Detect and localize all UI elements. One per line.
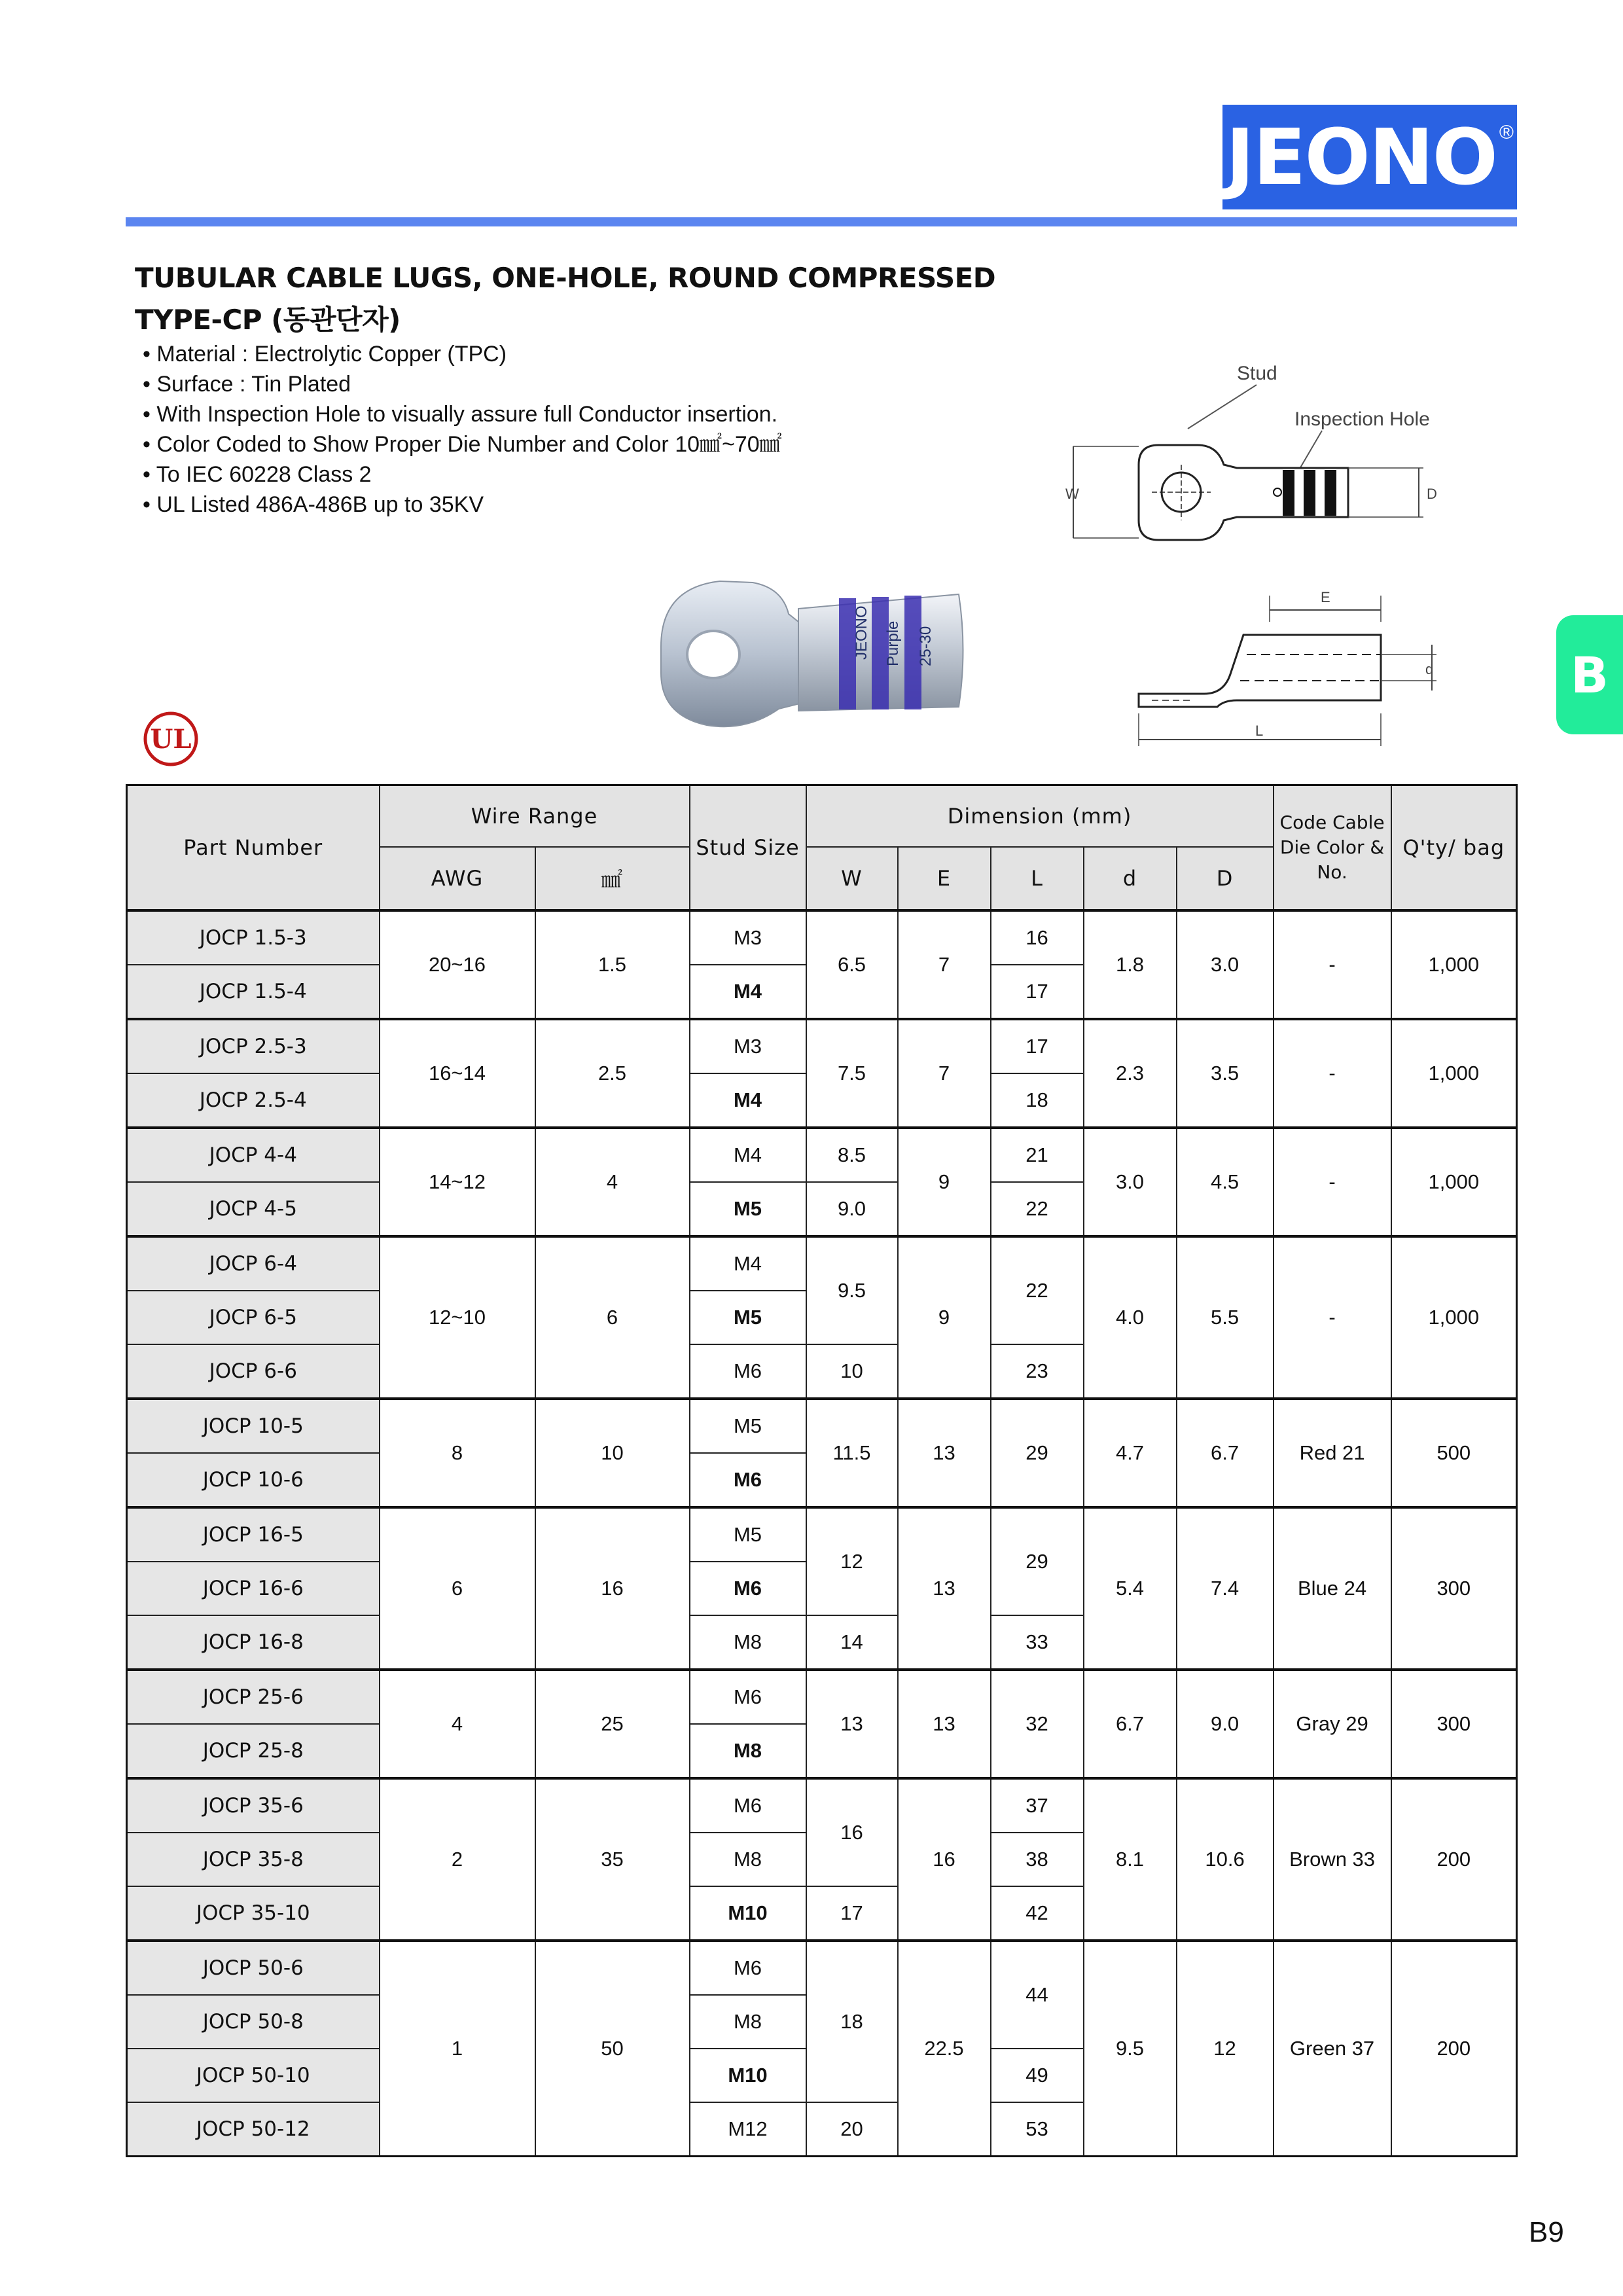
stud-cell: M8: [690, 1615, 806, 1670]
d-outer-cell: 7.4: [1177, 1507, 1274, 1670]
mm2-cell: 35: [535, 1778, 690, 1941]
l-cell: 38: [991, 1833, 1084, 1886]
l-cell: 29: [991, 1507, 1084, 1615]
awg-cell: 8: [380, 1399, 535, 1507]
awg-cell: 2: [380, 1778, 535, 1941]
w-cell: 10: [806, 1344, 898, 1399]
stud-cell: M5: [690, 1291, 806, 1344]
l-cell: 17: [991, 965, 1084, 1019]
stud-cell: M3: [690, 1019, 806, 1073]
part-number-cell: JOCP 6-4: [127, 1236, 380, 1291]
mm2-cell: 25: [535, 1670, 690, 1778]
stud-cell: M8: [690, 1724, 806, 1778]
part-number-cell: JOCP 1.5-4: [127, 965, 380, 1019]
d-inner-cell: 4.7: [1084, 1399, 1177, 1507]
qty-cell: 200: [1391, 1941, 1517, 2157]
inspection-hole-label: Inspection Hole: [1294, 408, 1430, 430]
awg-cell: 20~16: [380, 910, 535, 1019]
e-cell: 13: [898, 1507, 991, 1670]
l-cell: 42: [991, 1886, 1084, 1941]
w-cell: 17: [806, 1886, 898, 1941]
awg-cell: 4: [380, 1670, 535, 1778]
registered-mark: ®: [1499, 122, 1514, 143]
col-mm2: ㎟: [535, 847, 690, 910]
col-d-inner: d: [1084, 847, 1177, 910]
qty-cell: 200: [1391, 1778, 1517, 1941]
part-number-cell: JOCP 10-5: [127, 1399, 380, 1453]
mm2-cell: 2.5: [535, 1019, 690, 1128]
lug-side-view-diagram: [1126, 583, 1466, 753]
part-number-cell: JOCP 16-6: [127, 1562, 380, 1615]
part-number-cell: JOCP 10-6: [127, 1453, 380, 1507]
l-cell: 21: [991, 1128, 1084, 1182]
awg-cell: 14~12: [380, 1128, 535, 1236]
d-outer-cell: 5.5: [1177, 1236, 1274, 1399]
col-dimension: Dimension (mm): [806, 785, 1274, 848]
lug-top-view-diagram: [1060, 353, 1466, 550]
photo-brand-text: JEONO: [853, 605, 870, 660]
code-cell: Blue 24: [1274, 1507, 1391, 1670]
feature-item: • Color Coded to Show Proper Die Number and Color 10㎟~70㎟: [143, 429, 782, 459]
stud-cell: M4: [690, 1128, 806, 1182]
mm2-cell: 16: [535, 1507, 690, 1670]
d-inner-cell: 4.0: [1084, 1236, 1177, 1399]
l-cell: 17: [991, 1019, 1084, 1073]
col-w: W: [806, 847, 898, 910]
feature-item: • Material : Electrolytic Copper (TPC): [143, 339, 782, 369]
l-cell: 29: [991, 1399, 1084, 1507]
mm2-cell: 10: [535, 1399, 690, 1507]
d-inner-cell: 3.0: [1084, 1128, 1177, 1236]
stud-cell: M4: [690, 965, 806, 1019]
feature-item: • UL Listed 486A-486B up to 35KV: [143, 490, 782, 520]
stud-cell: M10: [690, 1886, 806, 1941]
brand-logo: [1222, 105, 1517, 209]
e-cell: 7: [898, 1019, 991, 1128]
d-inner-cell: 6.7: [1084, 1670, 1177, 1778]
part-number-cell: JOCP 50-8: [127, 1995, 380, 2049]
stud-cell: M4: [690, 1236, 806, 1291]
part-number-cell: JOCP 4-4: [127, 1128, 380, 1182]
col-l: L: [991, 847, 1084, 910]
qty-cell: 300: [1391, 1670, 1517, 1778]
stud-cell: M4: [690, 1073, 806, 1128]
table-row: [127, 1399, 1517, 1453]
d-outer-cell: 10.6: [1177, 1778, 1274, 1941]
qty-cell: 1,000: [1391, 1236, 1517, 1399]
d-inner-label: d: [1425, 661, 1434, 677]
stud-cell: M3: [690, 910, 806, 965]
mm2-cell: 6: [535, 1236, 690, 1399]
w-cell: 18: [806, 1941, 898, 2102]
table-row: [127, 1019, 1517, 1073]
stud-cell: M6: [690, 1670, 806, 1724]
stud-cell: M8: [690, 1995, 806, 2049]
l-label: L: [1255, 723, 1264, 739]
d-inner-cell: 1.8: [1084, 910, 1177, 1019]
d-outer-cell: 12: [1177, 1941, 1274, 2157]
l-cell: 22: [991, 1182, 1084, 1236]
w-cell: 16: [806, 1778, 898, 1886]
l-cell: 49: [991, 2049, 1084, 2102]
part-number-cell: JOCP 35-10: [127, 1886, 380, 1941]
w-cell: 20: [806, 2102, 898, 2157]
w-cell: 14: [806, 1615, 898, 1670]
stud-cell: M6: [690, 1453, 806, 1507]
stud-cell: M6: [690, 1778, 806, 1833]
table-row: [127, 1507, 1517, 1562]
code-cell: Brown 33: [1274, 1778, 1391, 1941]
table-row: [127, 1236, 1517, 1291]
e-cell: 22.5: [898, 1941, 991, 2157]
w-cell: 6.5: [806, 910, 898, 1019]
e-cell: 13: [898, 1670, 991, 1778]
d-outer-cell: 3.5: [1177, 1019, 1274, 1128]
part-number-cell: JOCP 16-8: [127, 1615, 380, 1670]
d-outer-label: D: [1427, 486, 1437, 502]
qty-cell: 1,000: [1391, 1019, 1517, 1128]
stud-label: Stud: [1237, 363, 1277, 384]
table-row: [127, 1941, 1517, 1995]
page-number: B9: [1529, 2216, 1564, 2248]
part-number-cell: JOCP 50-10: [127, 2049, 380, 2102]
stud-cell: M5: [690, 1507, 806, 1562]
code-cell: -: [1274, 1236, 1391, 1399]
w-label: W: [1065, 486, 1079, 502]
col-part-number: Part Number: [127, 785, 380, 911]
part-number-cell: JOCP 35-8: [127, 1833, 380, 1886]
header-rule: [126, 217, 1517, 226]
code-cell: Red 21: [1274, 1399, 1391, 1507]
l-cell: 16: [991, 910, 1084, 965]
code-cell: -: [1274, 910, 1391, 1019]
w-cell: 12: [806, 1507, 898, 1615]
code-cell: -: [1274, 1019, 1391, 1128]
ul-mark-text: UL: [150, 724, 192, 755]
qty-cell: 500: [1391, 1399, 1517, 1507]
part-number-cell: JOCP 50-12: [127, 2102, 380, 2157]
mm2-cell: 4: [535, 1128, 690, 1236]
qty-cell: 300: [1391, 1507, 1517, 1670]
col-e: E: [898, 847, 991, 910]
feature-item: • With Inspection Hole to visually assure full Conductor insertion.: [143, 399, 782, 429]
part-number-cell: JOCP 1.5-3: [127, 910, 380, 965]
part-number-cell: JOCP 50-6: [127, 1941, 380, 1995]
qty-cell: 1,000: [1391, 1128, 1517, 1236]
section-tab: B: [1556, 615, 1623, 734]
stud-cell: M12: [690, 2102, 806, 2157]
stud-cell: M6: [690, 1344, 806, 1399]
w-cell: 9.5: [806, 1236, 898, 1344]
d-inner-cell: 9.5: [1084, 1941, 1177, 2157]
e-cell: 9: [898, 1236, 991, 1399]
stud-cell: M6: [690, 1941, 806, 1995]
page-title: TUBULAR CABLE LUGS, ONE-HOLE, ROUND COMPRESSED: [135, 262, 996, 294]
table-row: [127, 1778, 1517, 1833]
code-cell: Green 37: [1274, 1941, 1391, 2157]
part-number-cell: JOCP 2.5-4: [127, 1073, 380, 1128]
d-inner-cell: 5.4: [1084, 1507, 1177, 1670]
part-number-cell: JOCP 16-5: [127, 1507, 380, 1562]
table-row: [127, 910, 1517, 965]
stud-cell: M5: [690, 1182, 806, 1236]
qty-cell: 1,000: [1391, 910, 1517, 1019]
stud-cell: M6: [690, 1562, 806, 1615]
w-cell: 11.5: [806, 1399, 898, 1507]
col-awg: AWG: [380, 847, 535, 910]
e-cell: 16: [898, 1778, 991, 1941]
d-outer-cell: 4.5: [1177, 1128, 1274, 1236]
photo-size-text: 25-30: [917, 626, 935, 666]
stud-cell: M5: [690, 1399, 806, 1453]
stud-cell: M8: [690, 1833, 806, 1886]
part-number-cell: JOCP 25-6: [127, 1670, 380, 1724]
l-cell: 32: [991, 1670, 1084, 1778]
awg-cell: 16~14: [380, 1019, 535, 1128]
l-cell: 44: [991, 1941, 1084, 2049]
stud-cell: M10: [690, 2049, 806, 2102]
part-number-cell: JOCP 2.5-3: [127, 1019, 380, 1073]
code-cell: -: [1274, 1128, 1391, 1236]
e-cell: 7: [898, 910, 991, 1019]
l-cell: 23: [991, 1344, 1084, 1399]
product-photo: [648, 568, 988, 738]
w-cell: 8.5: [806, 1128, 898, 1182]
col-qty: Q'ty/ bag: [1391, 785, 1517, 911]
table-row: [127, 1670, 1517, 1724]
w-cell: 13: [806, 1670, 898, 1778]
part-number-cell: JOCP 25-8: [127, 1724, 380, 1778]
d-outer-cell: 3.0: [1177, 910, 1274, 1019]
d-inner-cell: 2.3: [1084, 1019, 1177, 1128]
l-cell: 33: [991, 1615, 1084, 1670]
l-cell: 22: [991, 1236, 1084, 1344]
table-row: [127, 1128, 1517, 1182]
l-cell: 18: [991, 1073, 1084, 1128]
awg-cell: 12~10: [380, 1236, 535, 1399]
ul-listed-icon: [143, 711, 199, 767]
d-inner-cell: 8.1: [1084, 1778, 1177, 1941]
part-number-cell: JOCP 35-6: [127, 1778, 380, 1833]
w-cell: 9.0: [806, 1182, 898, 1236]
feature-item: • Surface : Tin Plated: [143, 369, 782, 399]
e-cell: 13: [898, 1399, 991, 1507]
awg-cell: 6: [380, 1507, 535, 1670]
part-number-cell: JOCP 6-5: [127, 1291, 380, 1344]
w-cell: 7.5: [806, 1019, 898, 1128]
awg-cell: 1: [380, 1941, 535, 2157]
feature-list: [143, 339, 782, 520]
col-d-outer: D: [1177, 847, 1274, 910]
spec-table: [126, 784, 1518, 2157]
mm2-cell: 1.5: [535, 910, 690, 1019]
part-number-cell: JOCP 4-5: [127, 1182, 380, 1236]
col-stud-size: Stud Size: [690, 785, 806, 911]
brand-name: JEONO: [1226, 112, 1497, 202]
d-outer-cell: 6.7: [1177, 1399, 1274, 1507]
mm2-cell: 50: [535, 1941, 690, 2157]
part-number-cell: JOCP 6-6: [127, 1344, 380, 1399]
col-wire-range: Wire Range: [380, 785, 690, 848]
page-subtitle: TYPE-CP (동관단자): [135, 304, 401, 336]
l-cell: 53: [991, 2102, 1084, 2157]
feature-item: • To IEC 60228 Class 2: [143, 459, 782, 490]
e-cell: 9: [898, 1128, 991, 1236]
d-outer-cell: 9.0: [1177, 1670, 1274, 1778]
e-label: E: [1321, 589, 1330, 605]
l-cell: 37: [991, 1778, 1084, 1833]
photo-color-text: Purple: [884, 620, 902, 666]
code-cell: Gray 29: [1274, 1670, 1391, 1778]
col-code-cable: Code Cable Die Color & No.: [1274, 785, 1391, 911]
